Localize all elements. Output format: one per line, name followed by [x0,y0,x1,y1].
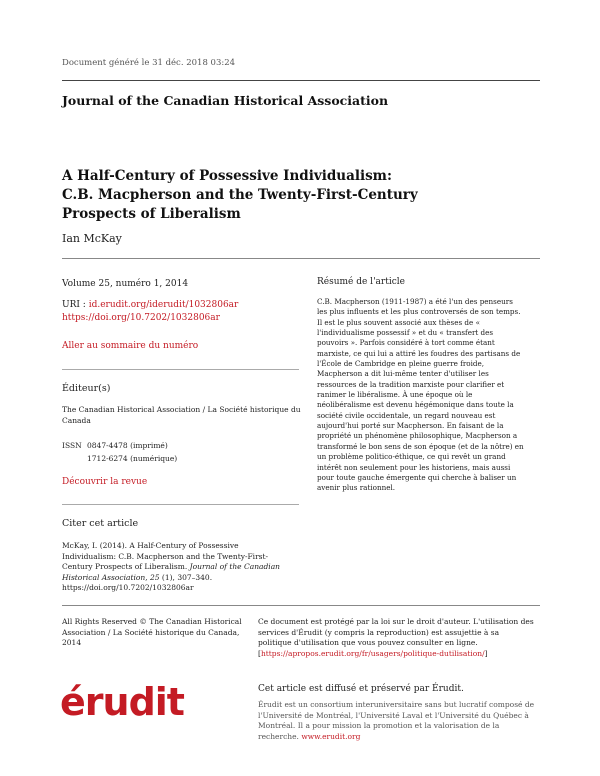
journal-title: Journal of the Canadian Historical Association [62,93,389,108]
erudit-desc-text: Érudit est un consortium interuniversitaire sans but lucratif composé de l'Université de Montréal, l'Université Laval et l'Université du Québec à Montréal. Il a pour mission la promotion et la valorisation de la recherche. [258,700,535,741]
copyright-notice: Ce document est protégé par la loi sur le droit d'auteur. L'utilisation des services d'Érudit (y compris la reproduction) est assujettie à sa politique d'utilisation que vous pouvez consulter en ligne. [https://apropos.erudit.org/fr/usagers/politique-dutilisation/] [258,617,534,658]
uri-label: URI : [62,300,86,310]
volume-info: Volume 25, numéro 1, 2014 [62,279,189,289]
publisher-heading: Éditeur(s) [62,383,111,394]
issn-block [62,439,177,465]
issue-toc-link[interactable]: Aller au sommaire du numéro [62,341,199,351]
issn-print: 0847-4478 (imprimé) [87,441,168,450]
policy-link[interactable]: https://apropos.erudit.org/fr/usagers/politique-dutilisation/ [260,648,485,658]
citation-journal: Journal of the Canadian Historical Association, 25 [62,562,281,582]
citation-heading: Citer cet article [62,518,139,529]
rights-notice: All Rights Reserved © The Canadian Historical Association / La Société historique du Canada, 2014 [62,617,242,647]
footer-divider [62,605,540,606]
citation-main: McKay, I. (2014). A Half-Century of Possessive Individualism: C.B. Macpherson and the Twenty-First-Century Prospects of Liberalism. [62,541,269,571]
uri-block [62,299,238,325]
issn-label: ISSN [62,441,82,450]
discover-journal-link[interactable]: Découvrir la revue [62,477,148,487]
citation-pages: (1), 307–340. https://doi.org/10.7202/1032806ar [62,572,213,592]
article-title: A Half-Century of Possessive Individualism: C.B. Macpherson and the Twenty-First-Century Prospects of Liberalism [62,168,418,222]
issn-digital: 1712-6274 (numérique) [87,454,178,463]
citation-text [62,541,282,594]
diffusion-notice: Cet article est diffusé et préservé par Érudit. [258,684,464,694]
citation-divider [62,504,299,505]
generated-date: Document généré le 31 déc. 2018 03:24 [62,58,236,68]
erudit-logo: érudit [60,680,184,724]
copyright-text: Ce document est protégé par la loi sur le droit d'auteur. L'utilisation des services d'Érudit (y compris la reproduction) est assujettie à sa politique d'utilisation que vous pouvez consulter en ligne. [258,617,534,647]
erudit-site-link[interactable]: www.erudit.org [301,731,361,741]
title-divider [62,258,540,259]
top-divider [62,80,540,81]
abstract-text: C.B. Macpherson (1911-1987) a été l'un des penseurs les plus influents et les plus controversés de son temps. Il est le plus souvent associé aux thèses de « l'individualisme possessif » et du « transfert des pouvoirs ». Parfois considéré à tort comme étant marxiste, ce qui lui a attiré les foudres des partisans de l'École de Cambridge en pleine guerre froide, Macpherson a dit lui-même tenter d'utiliser les ressources de la tradition marxiste pour clarifier et ranimer le libéralisme. À une époque où le néolibéralisme est devenu hégémonique dans toute la société civile occidentale, un regard nouveau est aujourd'hui porté sur Macpherson. En faisant de la propriété un phénomène philosophique, Macpherson a transformé le bon sens de son époque (et de la nôtre) en un problème politico-éthique, ce qui revêt un grand intérêt non seulement pour les historiens, mais aussi pour toute gauche émergente qui cherche à baliser un avenir plus rationnel. [317,297,524,493]
publisher-name: The Canadian Historical Association / La Société historique du Canada [62,405,301,425]
publisher-divider [62,369,299,370]
abstract-heading: Résumé de l'article [317,277,405,287]
article-author: Ian McKay [62,232,122,245]
erudit-description [258,700,538,742]
doi-link[interactable]: https://doi.org/10.7202/1032806ar [62,313,220,323]
uri-link[interactable]: id.erudit.org/iderudit/1032806ar [88,300,239,310]
